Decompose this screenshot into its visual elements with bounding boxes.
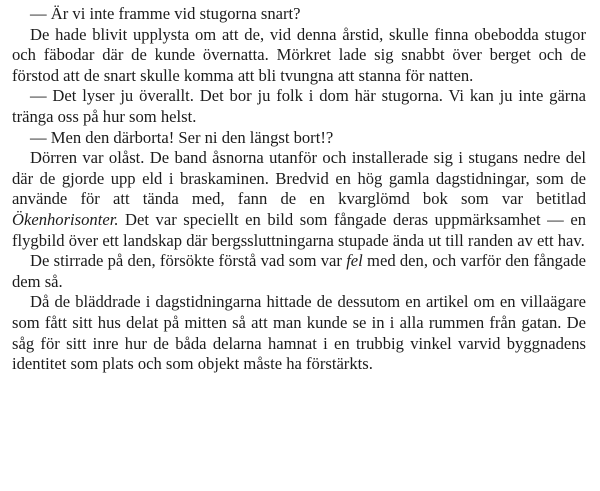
paragraph-dialogue-3: — Men den därborta! Ser ni den längst bort!? [30,127,334,147]
text-segment: Det var speciellt en bild som fångade deras uppmärksamhet — en flygbild över ett landskap där bergssluttningarna stupade ända ut till randen av ett hav. [12,209,586,250]
paragraph-narration-4: Då de bläddrade i dagstidningarna hittade de dessutom en artikel om en villaägare som fått sitt hus delat på mitten så att man kunde se in i alla rummen från gatan. De såg för sitt inre hur de båda delarna hamnat i en trubbig vinkel varvid byggnadens identitet som plats och som objekt måste ha förstärkts. [12,292,586,374]
paragraph-narration-2 [12,148,586,251]
text-segment: De stirrade på den, försökte förstå vad som var [30,251,347,271]
paragraph-dialogue-1: — Är vi inte framme vid stugorna snart? [30,4,301,23]
paragraph-narration-1: De hade blivit upplysta om att de, vid denna årstid, skulle finna obebodda stugor och fäbodar där de kunde övernatta. Mörkret lade sig snabbt över berget och de förstod att de snart skulle komma att bli tvungna att stanna för natten. [12,24,586,85]
paragraph-narration-3 [12,251,586,292]
paragraph-dialogue-2: — Det lyser ju överallt. Det bor ju folk i dom här stugorna. Vi kan ju inte gärna tränga oss på hur som helst. [12,86,586,126]
text-segment: med den, och varför den fångade dem så. [12,251,586,291]
text-segment: Dörren var olåst. De band åsnorna utanför och installerade sig i stugans nedre del där de gjorde upp eld i braskaminen. Bredvid en hög gamla dagstidningar, som de använde för att tända med, fann de en kvarglömd bok som var betitlad [12,148,586,209]
emphasized-word: fel [346,251,363,271]
book-title: Ökenhorisonter. [12,209,119,229]
